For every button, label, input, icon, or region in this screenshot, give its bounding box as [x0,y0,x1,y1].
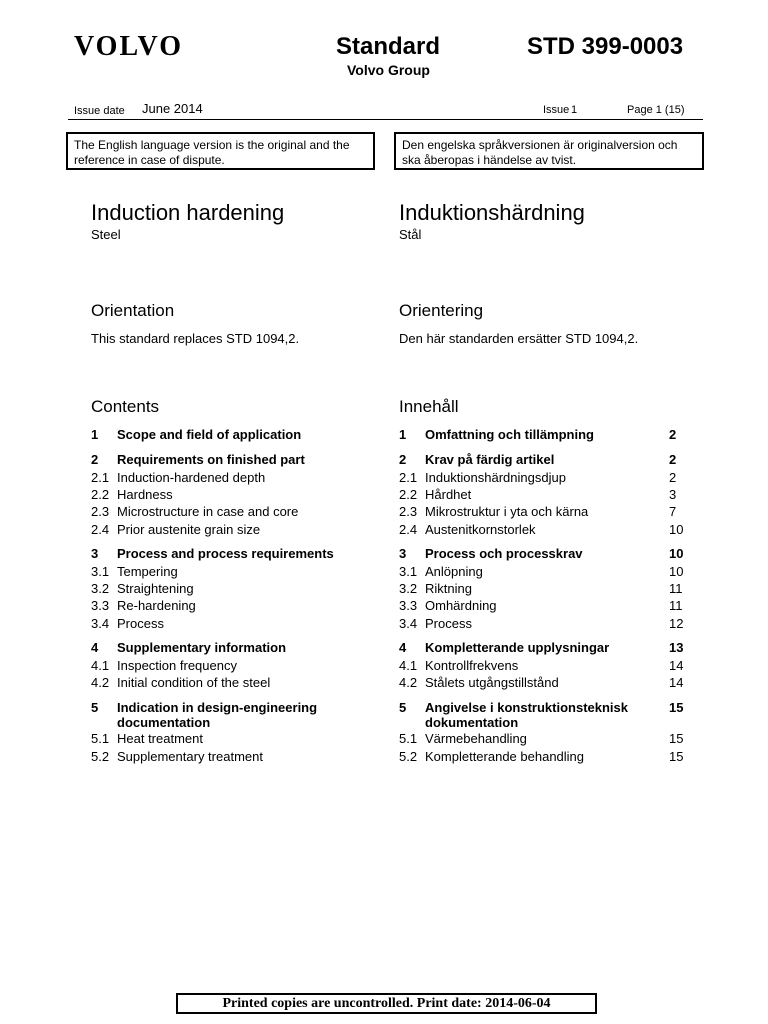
toc-number: 3.4 [91,616,110,631]
page-indicator: Page 1 (15) [627,104,685,116]
toc-page: 12 [669,616,684,631]
toc-label: Process [117,616,164,631]
volvo-logo: VOLVO [74,31,183,62]
toc-label: Kompletterande behandling [425,749,585,764]
toc-label: Supplementary treatment [117,749,263,764]
toc-page: 15 [669,700,684,715]
toc-label: Initial condition of the steel [117,675,271,690]
toc-label: Process och processkrav [425,546,583,561]
toc-label: Straightening [117,581,194,596]
toc-number: 3.3 [399,598,418,613]
toc-label: Tempering [117,564,178,579]
toc-label: Stålets utgångstillstånd [425,675,559,690]
toc-label: Heat treatment [117,731,203,746]
toc-number: 2.2 [91,487,110,502]
toc-number: 3.4 [399,616,418,631]
language-note-sv: Den engelska språkversionen är originalversion och ska åberopas i händelse av tvist. [394,132,704,170]
issue-label: Issue [543,104,570,116]
toc-label: Mikrostruktur i yta och kärna [425,504,589,519]
toc-label: Inspection frequency [117,658,237,673]
toc-number: 1 [399,427,407,442]
orientation-text-en: This standard replaces STD 1094,2. [91,331,300,346]
toc-page: 10 [669,564,684,579]
toc-label: Process and process requirements [117,546,334,561]
toc-label: Kontrollfrekvens [425,658,519,673]
toc-label: Omhärdning [425,598,497,613]
toc-label: Anlöpning [425,564,483,579]
header-divider [68,119,703,120]
toc-page: 11 [669,581,683,596]
toc-label: Hårdhet [425,487,472,502]
contents-heading-sv: Innehåll [399,397,459,416]
toc-label: Process [425,616,472,631]
toc-number: 5.2 [91,749,110,764]
toc-number: 4.1 [399,658,418,673]
toc-label: Requirements on finished part [117,452,305,467]
material-en: Steel [91,227,121,242]
toc-label: Austenitkornstorlek [425,522,536,537]
contents-heading-en: Contents [91,397,160,416]
orientation-heading-sv: Orientering [399,301,484,320]
toc-number: 4 [91,640,99,655]
toc-number: 3.1 [399,564,418,579]
toc-page: 13 [669,640,684,655]
toc-label: Riktning [425,581,472,596]
toc-page: 2 [669,427,677,442]
toc-page: 2 [669,452,677,467]
print-footer: Printed copies are uncontrolled. Print date: 2014-06-04 [176,993,597,1014]
toc-number: 3.2 [91,581,110,596]
toc-page: 2 [669,470,677,485]
toc-page: 15 [669,749,684,764]
toc-page: 15 [669,731,684,746]
toc-number: 2 [91,452,99,467]
toc-number: 2 [399,452,407,467]
language-note-en: The English language version is the original and the reference in case of dispute. [66,132,375,170]
toc-page: 14 [669,658,684,673]
toc-number: 2.4 [91,522,110,537]
toc-number: 5 [399,700,407,715]
toc-number: 2.3 [91,504,110,519]
toc-number: 1 [91,427,99,442]
toc-number: 5 [91,700,99,715]
toc-label: Prior austenite grain size [117,522,261,537]
toc-number: 3 [91,546,99,561]
toc-number: 4.2 [399,675,418,690]
toc-page: 3 [669,487,677,502]
toc-number: 5.1 [91,731,110,746]
toc-number: 2.4 [399,522,418,537]
toc-page: 10 [669,546,684,561]
toc-label: Värmebehandling [425,731,527,746]
toc-number: 4.2 [91,675,110,690]
toc-number: 2.1 [91,470,110,485]
toc-number: 2.1 [399,470,418,485]
toc-label: Induction-hardened depth [117,470,266,485]
orientation-text-sv: Den här standarden ersätter STD 1094,2. [399,331,639,346]
standard-title: Standard [336,33,441,60]
toc-number: 5.2 [399,749,418,764]
material-sv: Stål [399,227,422,242]
orientation-heading-en: Orientation [91,301,175,320]
toc-number: 3.2 [399,581,418,596]
issue-value: 1 [571,104,578,116]
toc-label: Omfattning och tillämpning [425,427,594,442]
toc-label: Induktionshärdningsdjup [425,470,566,485]
document-title-en: Induction hardening [91,200,285,225]
toc-number: 3.1 [91,564,110,579]
toc-label: Kompletterande upplysningar [425,640,610,655]
standard-number: STD 399-0003 [527,33,684,60]
toc-page: 7 [669,504,677,519]
toc-label: Krav på färdig artikel [425,452,555,467]
toc-number: 4.1 [91,658,110,673]
toc-label: Microstructure in case and core [117,504,299,519]
toc-number: 2.3 [399,504,418,519]
toc-label: Angivelse i konstruktionsteknisk dokumentation [425,700,629,730]
toc-number: 4 [399,640,407,655]
toc-number: 5.1 [399,731,418,746]
toc-label: Supplementary information [117,640,287,655]
toc-page: 10 [669,522,684,537]
toc-number: 2.2 [399,487,418,502]
issue-date-value: June 2014 [142,101,203,116]
toc-label: Hardness [117,487,173,502]
toc-page: 14 [669,675,684,690]
toc-label: Scope and field of application [117,427,302,442]
toc-label: Indication in design-engineering documentation [117,700,318,730]
standard-subtitle: Volvo Group [347,62,430,78]
document-title-sv: Induktionshärdning [399,200,585,225]
issue-date-label: Issue date [74,105,125,117]
toc-page: 11 [669,598,683,613]
toc-number: 3.3 [91,598,110,613]
toc-number: 3 [399,546,407,561]
toc-label: Re-hardening [117,598,196,613]
